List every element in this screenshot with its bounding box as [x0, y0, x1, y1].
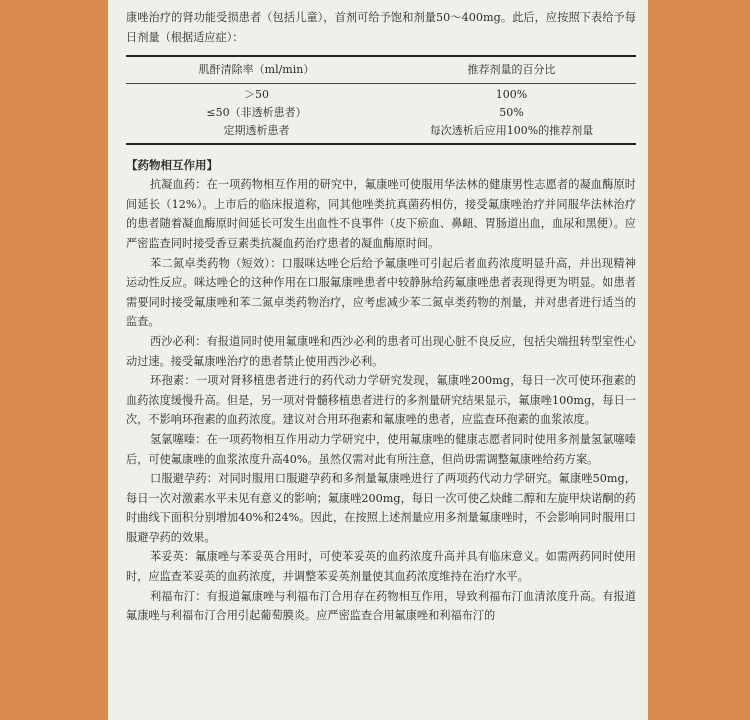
table-header-rule — [126, 83, 636, 84]
intro-text: 康唑治疗的肾功能受损患者（包括儿童），首剂可给予饱和剂量50～400mg。此后，应按照下表给予每日剂量（根据适应症）： — [126, 11, 636, 44]
table-row — [126, 86, 636, 104]
document-page — [108, 0, 648, 720]
paragraph-oral-contraceptives: 口服避孕药：对同时服用口服避孕药和多剂量氟康唑进行了两项药代动力学研究。氟康唑50mg，每日一次对激素水平未见有意义的影响；氟康唑200mg，每日一次可使乙炔雌二醇和左旋甲炔诺酮的药时曲线下面积分别增加40%和24%。因此，在按照上述剂量应用多剂量氟康唑时，不会影响同时服用口服避孕药的效果。 — [126, 472, 636, 544]
table-cell: 50% — [499, 106, 524, 120]
table-header-cell: 推荐剂量的百分比 — [467, 63, 556, 77]
table-cell: ≤50（非透析患者） — [206, 106, 307, 120]
paragraph-cisapride: 西沙必利：有报道同时使用氟康唑和西沙必利的患者可出现心脏不良反应，包括尖端扭转型室性心动过速。接受氟康唑治疗的患者禁止使用西沙必利。 — [126, 334, 636, 368]
table-cell: 100% — [495, 88, 528, 102]
table-row — [126, 104, 636, 122]
paragraph-anticoagulant: 抗凝血药：在一项药物相互作用的研究中，氟康唑可使服用华法林的健康男性志愿者的凝血酶原时间延长（12%）。上市后的临床报道称，同其他唑类抗真菌药相仿，接受氟康唑治疗并同服华法林治疗的患者随着凝血酶原时间延长可发生出血性不良事件（皮下瘀血、鼻衄、胃肠道出血，血尿和黑便）。应严密监查同时接受香豆素类抗凝血药治疗患者的凝血酶原时间。 — [126, 178, 636, 250]
paragraph-phenytoin: 苯妥英：氟康唑与苯妥英合用时，可使苯妥英的血药浓度升高并具有临床意义。如需两药同时使用时，应监查苯妥英的血药浓度，并调整苯妥英剂量使其血药浓度维持在治疗水平。 — [126, 550, 636, 584]
table-header-cell: 肌酐清除率（ml/min） — [198, 63, 315, 77]
paragraph-rifabutin: 利福布汀：有报道氟康唑与利福布汀合用存在药物相互作用，导致利福布汀血清浓度升高。有报道氟康唑与利福布汀合用引起葡萄膜炎。应严密监查合用氟康唑和利福布汀的 — [126, 589, 636, 623]
table-cell: ＞50 — [243, 88, 269, 102]
table-row — [126, 122, 636, 140]
paragraph-cyclosporine: 环孢素：一项对肾移植患者进行的药代动力学研究发现，氟康唑200mg，每日一次可使环孢素的血药浓度缓慢升高。但是，另一项对骨髓移植患者进行的多剂量研究结果显示，氟康唑100mg，每日一次，不影响环孢素的血药浓度。建议对合用环孢素和氟康唑的患者，应监查环孢素的血浆浓度。 — [126, 374, 636, 427]
table-bottom-rule — [126, 143, 636, 145]
table-cell: 定期透析患者 — [223, 124, 290, 138]
section-title: 【药物相互作用】 — [126, 158, 218, 173]
table-header-row — [126, 57, 636, 83]
table-cell: 每次透析后应用100%的推荐剂量 — [429, 124, 594, 138]
paragraph-benzodiazepine: 苯二氮卓类药物（短效）：口服咪达唑仑后给予氟康唑可引起后者血药浓度明显升高，并出现精神运动性反应。咪达唑仑的这种作用在口服氟康唑患者中较静脉给药氟康唑患者表现得更为明显。如患者需要同时接受氟康唑和苯二氮卓类药物治疗，应考虑减少苯二氮卓类药物的剂量，并对患者进行适当的监查。 — [126, 256, 636, 329]
paragraph-hydrochlorothiazide: 氢氯噻嗪：在一项药物相互作用动力学研究中，使用氟康唑的健康志愿者同时使用多剂量氢氯噻嗪后，可使氟康唑的血浆浓度升高40%。虽然仅需对此有所注意，但尚毋需调整氟康唑给药方案。 — [126, 432, 636, 466]
